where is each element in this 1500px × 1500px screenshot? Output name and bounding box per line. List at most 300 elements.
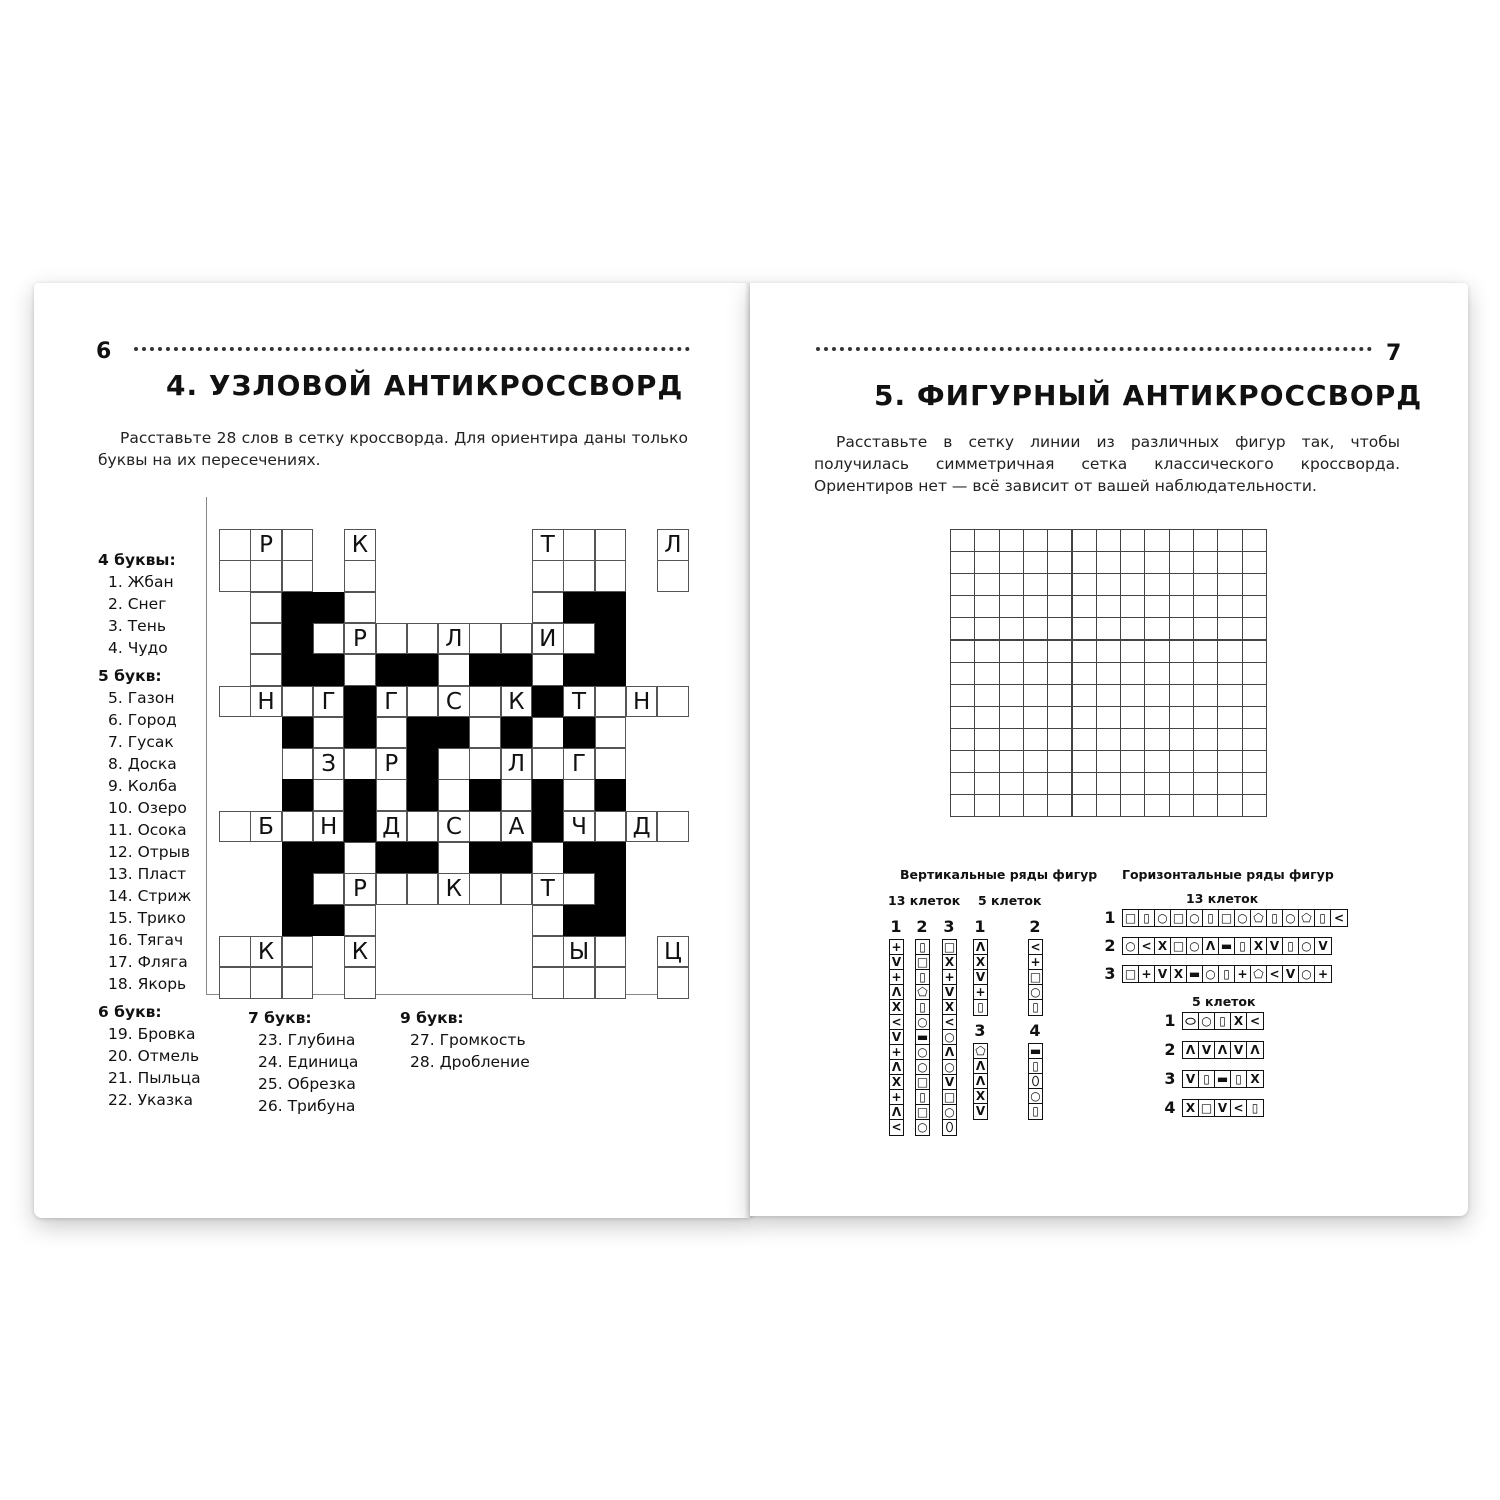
grid-cell <box>1096 750 1121 773</box>
grid-cell <box>1072 640 1097 663</box>
figure-cell: ▯ <box>1032 1104 1039 1118</box>
word-item: 4. Чудо <box>108 639 168 657</box>
crossword-cell <box>282 748 314 780</box>
word-item: 25. Обрезка <box>258 1075 356 1093</box>
blank-figure-grid <box>950 529 1266 817</box>
grid-cell <box>974 706 999 729</box>
grid-cell <box>974 728 999 751</box>
word-item: 28. Дробление <box>410 1053 530 1071</box>
group-title: 7 букв: <box>248 1009 312 1027</box>
grid-cell <box>1242 794 1267 817</box>
row-number: 3 <box>943 917 955 936</box>
grid-cell <box>950 640 975 663</box>
crossword-cell <box>532 717 564 749</box>
word-list-col1 <box>98 549 201 1111</box>
black-cell <box>313 592 345 624</box>
grid-cell <box>950 728 975 751</box>
black-cell <box>532 779 564 811</box>
black-cell <box>407 779 439 811</box>
figure-cell: ⬭ <box>1183 1013 1199 1029</box>
group-title: 6 букв: <box>98 1003 162 1021</box>
word-item: 19. Бровка <box>108 1025 196 1043</box>
black-cell <box>532 686 564 718</box>
crossword-cell <box>595 811 627 843</box>
crossword-cell <box>501 873 533 905</box>
page-number: 7 <box>1386 341 1402 366</box>
crossword-cell <box>344 560 376 592</box>
horizontal-figure-row <box>1182 1012 1264 1030</box>
figure-cell: ○ <box>917 1045 928 1059</box>
horizontal-figure-row <box>1182 1099 1264 1117</box>
grid-cell <box>1193 529 1218 552</box>
crossword-cell <box>469 748 501 780</box>
crossword-cell <box>407 811 439 843</box>
word-item: 7. Гусак <box>108 733 174 751</box>
word-item: 10. Озеро <box>108 799 187 817</box>
vertical-figure-row <box>915 939 930 1136</box>
group-title: 5 букв: <box>98 667 162 685</box>
black-cell <box>595 623 627 655</box>
grid-cell <box>999 750 1024 773</box>
figure-cell: ○ <box>1030 985 1041 999</box>
figure-cell: ○ <box>1123 938 1139 954</box>
black-cell <box>595 905 627 937</box>
black-cell <box>407 654 439 686</box>
crossword-cell <box>282 967 314 999</box>
figure-cell: □ <box>943 940 956 954</box>
horizontal-figure-row <box>1122 937 1332 955</box>
figure-cell: ○ <box>944 1030 955 1044</box>
grid-cell <box>1169 662 1194 685</box>
grid-cell <box>1169 684 1194 707</box>
grid-cell <box>1193 684 1218 707</box>
grid-cell <box>1072 794 1097 817</box>
vertical-figure-row <box>889 939 904 1136</box>
black-cell <box>595 873 627 905</box>
figure-cell: V <box>1283 966 1299 982</box>
group-title: 9 букв: <box>400 1009 464 1027</box>
figure-cell: Λ <box>891 985 902 999</box>
crossword-cell <box>532 654 564 686</box>
group-title: 4 буквы: <box>98 551 176 569</box>
grid-cell <box>1096 794 1121 817</box>
figure-cell: ▬ <box>916 1030 929 1044</box>
grid-cell <box>1072 551 1097 574</box>
crossword-cell <box>282 936 314 968</box>
dotted-rule <box>134 337 690 351</box>
intro-text: Расставьте 28 слов в сетку кроссворда. Для ориентира даны только буквы на их пересечениях. <box>98 429 688 469</box>
grid-cell <box>1072 772 1097 795</box>
figure-cell: + <box>1317 967 1329 981</box>
grid-cell <box>999 772 1024 795</box>
crossword-cell <box>407 686 439 718</box>
crossword-cell <box>313 717 345 749</box>
grid-cell <box>1072 662 1097 685</box>
grid-cell <box>974 772 999 795</box>
crossword-cell <box>563 560 595 592</box>
crossword-cell <box>563 529 595 561</box>
grid-cell <box>1169 750 1194 773</box>
figure-cell: Λ <box>1203 938 1219 954</box>
grid-cell <box>1217 617 1242 640</box>
row-number: 2 <box>1029 917 1041 936</box>
figure-cell: < <box>1267 966 1283 982</box>
grid-cell <box>974 595 999 618</box>
grid-cell <box>1242 706 1267 729</box>
grid-cell <box>1072 684 1097 707</box>
figure-cell: V <box>944 985 955 999</box>
figure-cell: ▯ <box>916 970 929 985</box>
figure-cell: V <box>1215 1100 1231 1116</box>
grid-cell <box>1217 684 1242 707</box>
black-cell <box>563 592 595 624</box>
crossword-cell: Р <box>250 529 282 561</box>
grid-cell <box>1217 640 1242 663</box>
figure-cell: ○ <box>1235 910 1251 926</box>
figure-cell: < <box>1139 938 1155 954</box>
word-item: 14. Стриж <box>108 887 192 905</box>
crossword-cell <box>501 623 533 655</box>
word-item: 23. Глубина <box>258 1031 356 1049</box>
black-cell <box>501 842 533 874</box>
word-item: 18. Якорь <box>108 975 187 993</box>
black-cell <box>501 654 533 686</box>
grid-cell <box>1193 772 1218 795</box>
grid-cell <box>950 551 975 574</box>
grid-cell <box>950 595 975 618</box>
black-cell <box>282 654 314 686</box>
figure-cell: ○ <box>1030 1089 1041 1103</box>
black-cell <box>376 842 408 874</box>
crossword-cell: И <box>532 623 564 655</box>
figure-cell: ⬯ <box>1029 1074 1042 1089</box>
grid-cell <box>999 728 1024 751</box>
crossword-cell: Т <box>532 873 564 905</box>
figure-cell: ▯ <box>1032 1000 1039 1014</box>
crossword-cell <box>407 623 439 655</box>
crossword-cell <box>595 936 627 968</box>
crossword-cell <box>376 779 408 811</box>
black-cell <box>282 592 314 624</box>
crossword-cell <box>438 748 470 780</box>
grid-cell <box>1144 662 1169 685</box>
grid-cell <box>1047 529 1072 552</box>
figure-cell: V <box>891 1030 902 1044</box>
grid-cell <box>999 706 1024 729</box>
row-number: 1 <box>974 917 986 936</box>
grid-cell <box>1120 662 1145 685</box>
figure-cell: ▯ <box>1199 1071 1215 1087</box>
crossword-cell: Л <box>438 623 470 655</box>
figure-cell: Λ <box>944 1045 955 1059</box>
grid-cell <box>1047 772 1072 795</box>
grid-cell <box>1023 772 1048 795</box>
grid-cell <box>950 750 975 773</box>
grid-cell <box>1096 529 1121 552</box>
grid-cell <box>1047 794 1072 817</box>
grid-cell <box>1047 706 1072 729</box>
crossword-cell: Т <box>532 529 564 561</box>
grid-cell <box>1144 706 1169 729</box>
grid-cell <box>1096 551 1121 574</box>
black-cell <box>282 873 314 905</box>
figure-cell: □ <box>1123 910 1139 926</box>
grid-cell <box>1169 529 1194 552</box>
figure-cell: + <box>975 985 986 999</box>
black-cell <box>407 748 439 780</box>
left-page <box>34 283 750 1218</box>
crossword-cell: Д <box>376 811 408 843</box>
grid-cell <box>974 573 999 596</box>
grid-cell <box>1144 794 1169 817</box>
crossword-cell <box>376 623 408 655</box>
figure-cell: ⬠ <box>975 1044 986 1058</box>
grid-cell <box>1169 617 1194 640</box>
crossword-cell <box>469 811 501 843</box>
black-cell <box>282 905 314 937</box>
grid-cell <box>1193 750 1218 773</box>
crossword-cell <box>313 873 345 905</box>
word-list-col2 <box>248 1007 358 1117</box>
grid-cell <box>950 706 975 729</box>
grid-cell <box>1242 529 1267 552</box>
grid-cell <box>999 529 1024 552</box>
figure-cell: X <box>975 1089 986 1103</box>
crossword-cell: К <box>344 529 376 561</box>
grid-cell <box>1023 728 1048 751</box>
figure-cell: Λ <box>975 940 986 954</box>
crossword-cell <box>532 748 564 780</box>
figure-cell: + <box>891 1090 902 1104</box>
figure-cell: V <box>975 1104 986 1118</box>
figure-cell: ⬠ <box>917 985 928 999</box>
grid-cell <box>1193 551 1218 574</box>
figure-cell: ▯ <box>1029 1059 1042 1074</box>
word-item: 16. Тягач <box>108 931 184 949</box>
row-number: 4 <box>1164 1098 1176 1117</box>
figure-cell: V <box>1155 966 1171 982</box>
crossword-cell: Ы <box>563 936 595 968</box>
grid-cell <box>1144 750 1169 773</box>
row-number: 3 <box>1164 1069 1176 1088</box>
word-item: 20. Отмель <box>108 1047 200 1065</box>
figure-cell: ▯ <box>1235 938 1251 954</box>
figure-cell: + <box>1139 966 1155 982</box>
grid-cell <box>1072 706 1097 729</box>
crossword-cell: Н <box>313 811 345 843</box>
crossword-cell <box>657 686 689 718</box>
crossword-cell: Ц <box>657 936 689 968</box>
grid-cell <box>1120 617 1145 640</box>
horizontal-rows-title: Горизонтальные ряды фигур <box>1122 867 1334 882</box>
figure-cell: □ <box>916 955 929 969</box>
figure-cell: ○ <box>1299 966 1315 982</box>
figure-cell: + <box>891 940 902 954</box>
grid-cell <box>1242 728 1267 751</box>
right-page <box>750 283 1468 1216</box>
black-cell <box>313 842 345 874</box>
grid-cell <box>1120 684 1145 707</box>
grid-cell <box>1023 684 1048 707</box>
figure-cell: □ <box>1199 1100 1215 1116</box>
grid-cell <box>1072 573 1097 596</box>
word-item: 27. Громкость <box>410 1031 526 1049</box>
grid-cell <box>1120 728 1145 751</box>
grid-cell <box>1047 728 1072 751</box>
crossword-cell <box>344 967 376 999</box>
black-cell <box>595 654 627 686</box>
grid-cell <box>974 684 999 707</box>
crossword-cell: Г <box>313 686 345 718</box>
figure-cell: ▯ <box>916 940 929 955</box>
vertical-figure-row <box>973 939 988 1016</box>
grid-cell <box>999 794 1024 817</box>
crossword-cell <box>282 529 314 561</box>
figure-cell: ○ <box>944 1060 955 1074</box>
crossword-cell <box>344 842 376 874</box>
figure-cell: V <box>975 970 986 984</box>
figure-cell: V <box>1318 939 1328 953</box>
crossword-cell: З <box>313 748 345 780</box>
crossword-cell <box>219 686 251 718</box>
crossword-cell <box>532 905 564 937</box>
grid-cell <box>1193 728 1218 751</box>
black-cell <box>313 905 345 937</box>
grid-cell <box>1144 551 1169 574</box>
grid-cell <box>1047 684 1072 707</box>
figure-cell: + <box>891 970 902 984</box>
crossword-cell: Г <box>563 748 595 780</box>
figure-cell: ⬠ <box>1251 910 1267 926</box>
word-item: 8. Доска <box>108 755 177 773</box>
black-cell <box>563 905 595 937</box>
grid-cell <box>1242 640 1267 663</box>
grid-cell <box>1193 595 1218 618</box>
grid-cell <box>1169 640 1194 663</box>
black-cell <box>282 779 314 811</box>
word-item: 9. Колба <box>108 777 178 795</box>
grid-cell <box>974 529 999 552</box>
figure-cell: X <box>975 955 986 969</box>
crossword-cell: Л <box>657 529 689 561</box>
figure-cell: ▬ <box>1029 1044 1042 1058</box>
horizontal-figure-row <box>1182 1070 1264 1088</box>
black-cell <box>469 779 501 811</box>
crossword-cell <box>563 779 595 811</box>
figure-cell: X <box>891 1075 902 1089</box>
black-cell <box>595 842 627 874</box>
grid-cell <box>1072 617 1097 640</box>
word-item: 13. Пласт <box>108 865 187 883</box>
grid-cell <box>1217 728 1242 751</box>
crossword-cell <box>657 811 689 843</box>
grid-cell <box>999 662 1024 685</box>
figure-cell: Λ <box>975 1074 986 1088</box>
crossword-cell: Н <box>626 686 658 718</box>
vertical-5-label: 5 клеток <box>978 893 1042 908</box>
grid-cell <box>1072 728 1097 751</box>
crossword-cell <box>250 967 282 999</box>
grid-cell <box>1193 706 1218 729</box>
figure-cell: X <box>1250 1072 1260 1086</box>
grid-cell <box>1047 617 1072 640</box>
figure-cell: ○ <box>917 1015 928 1029</box>
black-cell <box>595 592 627 624</box>
figure-cell: □ <box>916 1105 929 1119</box>
crossword-cell: Т <box>563 686 595 718</box>
figure-cell: □ <box>1171 938 1187 954</box>
figure-cell: □ <box>1029 970 1042 984</box>
figure-cell: □ <box>943 1090 956 1104</box>
figure-cell: X <box>1183 1100 1199 1116</box>
grid-cell <box>950 794 975 817</box>
row-number: 1 <box>1164 1011 1176 1030</box>
black-cell <box>313 654 345 686</box>
crossword-cell <box>595 529 627 561</box>
grid-cell <box>1242 617 1267 640</box>
word-item: 21. Пыльца <box>108 1069 201 1087</box>
crossword-cell <box>657 967 689 999</box>
crossword-cell: Р <box>344 873 376 905</box>
grid-cell <box>1144 684 1169 707</box>
crossword-cell <box>438 779 470 811</box>
crossword-cell <box>563 623 595 655</box>
grid-cell <box>950 684 975 707</box>
crossword-cell: Д <box>626 811 658 843</box>
grid-cell <box>1120 794 1145 817</box>
grid-cell <box>1193 617 1218 640</box>
black-cell <box>407 842 439 874</box>
crossword-cell <box>250 623 282 655</box>
row-number: 2 <box>916 917 928 936</box>
grid-cell <box>950 662 975 685</box>
figure-cell: < <box>1249 1014 1261 1028</box>
figure-cell: X <box>944 1000 955 1014</box>
grid-cell <box>1120 640 1145 663</box>
grid-cell <box>1144 573 1169 596</box>
grid-cell <box>1242 662 1267 685</box>
crossword-cell <box>313 623 345 655</box>
grid-cell <box>1120 706 1145 729</box>
figure-cell: ○ <box>1187 910 1203 926</box>
crossword-cell: А <box>501 811 533 843</box>
grid-cell <box>1023 794 1048 817</box>
black-cell <box>344 811 376 843</box>
word-item: 22. Указка <box>108 1091 193 1109</box>
grid-cell <box>999 573 1024 596</box>
word-item: 1. Жбан <box>108 573 174 591</box>
figure-cell: ▯ <box>1231 1071 1247 1087</box>
crossword-cell: Л <box>501 748 533 780</box>
grid-cell <box>1096 595 1121 618</box>
grid-cell <box>1144 772 1169 795</box>
figure-cell: Λ <box>891 1060 902 1074</box>
word-item: 11. Осока <box>108 821 187 839</box>
figure-cell: Λ <box>891 1105 902 1119</box>
grid-cell <box>1120 772 1145 795</box>
vertical-figure-row <box>1028 1043 1043 1120</box>
figure-cell: ▯ <box>916 1000 929 1015</box>
crossword-cell <box>438 842 470 874</box>
crossword-cell <box>282 560 314 592</box>
page-number: 6 <box>96 339 112 364</box>
word-item: 5. Газон <box>108 689 175 707</box>
crossword-cell: Р <box>344 623 376 655</box>
page-title: 4. УЗЛОВОЙ АНТИКРОССВОРД <box>166 369 684 402</box>
grid-cell <box>1193 573 1218 596</box>
crossword-cell <box>532 967 564 999</box>
figure-cell: < <box>891 1120 902 1134</box>
